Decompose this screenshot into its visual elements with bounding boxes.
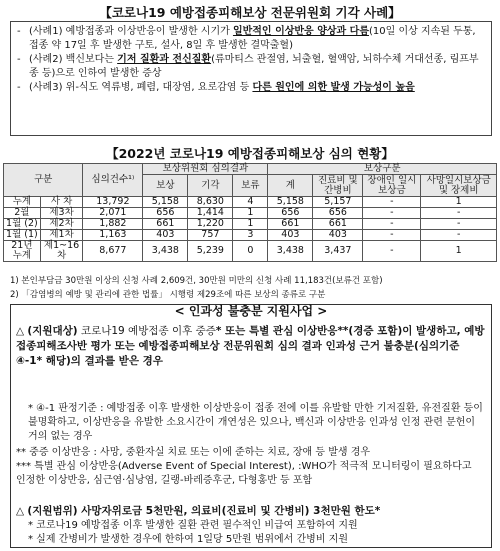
table-row <box>4 197 497 208</box>
triangle-icon: △ <box>16 325 25 337</box>
case-item-3 <box>17 81 485 95</box>
footnote-2: 2) 「감염병의 예방 및 관리에 관한 법률」 시행령 제29조에 따른 보상의 종류로 구분 <box>10 290 326 300</box>
cell-round: 제1차 <box>40 230 83 241</box>
cell-death: 1 <box>421 197 497 208</box>
support-target-label: (지원대상) <box>27 325 78 337</box>
cell-count: 8,677 <box>83 241 143 262</box>
scope-note-1: * 코로나19 예방접종 이후 발생한 질환 관련 필수적인 비급여 포함하여 지원 <box>28 520 358 531</box>
cell-count: 2,071 <box>83 208 143 219</box>
triangle-icon: △ <box>16 505 25 517</box>
table-row <box>4 208 497 219</box>
cell-gigak: 5,239 <box>188 241 233 262</box>
cell-boryu: 1 <box>233 208 268 219</box>
case-item-2 <box>17 53 485 81</box>
case-highlight: 다른 원인에 의한 발생 가능성이 높음 <box>252 82 415 93</box>
col-gigak: 기각 <box>188 175 233 197</box>
cell-jinryo: 3,437 <box>313 241 363 262</box>
cell-boryu: 3 <box>233 230 268 241</box>
cell-period: 2월 <box>4 208 41 219</box>
cell-period: 1월 (1) <box>4 230 41 241</box>
col-jinryo: 진료비 및 간병비 <box>313 175 363 197</box>
case-text: (사례2) 백신보다는 <box>29 54 118 65</box>
support-scope-text: 사망자위로금 5천만원, 의료비(진료비 및 간병비) 3천만원 한도* <box>77 505 381 517</box>
table-row <box>4 219 497 230</box>
table-row <box>4 230 497 241</box>
dismissal-cases-box <box>10 21 492 136</box>
cell-round: 사 차 <box>40 197 83 208</box>
cell-count: 13,792 <box>83 197 143 208</box>
note-special-interest-line2: 인정한 이상반응, 심근염·심낭염, 길랭-바레증후군, 다형홍반 등 포함 <box>16 475 313 486</box>
support-scope-label: (지원범위) <box>27 505 78 517</box>
cell-boryu: 0 <box>233 241 268 262</box>
cell-boryu: 1 <box>233 219 268 230</box>
cell-jinryo: 656 <box>313 208 363 219</box>
scope-note-2: * 실제 간병비가 발생한 경우에 한하여 1일당 5만원 범위에서 간병비 지원 <box>28 534 348 545</box>
table-row <box>4 241 497 262</box>
cell-jinryo: 5,157 <box>313 197 363 208</box>
support-target-section <box>16 324 486 369</box>
case-item-1 <box>17 25 485 53</box>
review-status-table <box>3 163 497 262</box>
support-scope-section <box>16 504 486 519</box>
cell-jinryo: 403 <box>313 230 363 241</box>
cell-period: 21년 누계 <box>4 241 41 262</box>
note-special-interest-line1: *** 특별 관심 이상반응(Adverse Event of Special Interest), :WHO가 적극적 모니터링이 필요하다고 <box>16 461 472 472</box>
cell-jangae: - <box>363 219 421 230</box>
cell-count: 1,163 <box>83 230 143 241</box>
cell-gigak: 8,630 <box>188 197 233 208</box>
note-special-interest <box>16 460 486 488</box>
col-group-committee: 보상위원회 심의결과 <box>143 164 268 175</box>
col-count: 심의건수¹⁾ <box>83 164 143 197</box>
cell-gye: 3,438 <box>268 241 313 262</box>
cell-period: 1월 (2) <box>4 219 41 230</box>
case-text: (사례1) 예방접종과 이상반응이 발생한 시기가 <box>29 26 233 37</box>
bullet-dash: - <box>17 82 21 93</box>
col-boryu: 보류 <box>233 175 268 197</box>
col-group-compensation: 보상구분 <box>268 164 497 175</box>
cell-round: 제1~16차 <box>40 241 83 262</box>
cell-period: 누계 <box>4 197 41 208</box>
col-gye: 계 <box>268 175 313 197</box>
cell-gye: 5,158 <box>268 197 313 208</box>
support-program-box <box>10 304 492 548</box>
note-criteria: * ④-1 판정기준 : 예방접종 이후 발생한 이상반응이 접종 전에 이를 유발할 만한 기저질환, 유전질환 등이 불명확하고, 이상반응을 유발한 소요시간이 개연성은 있으나, 백신과 이상반응 인과성 인정 관련 문헌이 거의 없는 경우 <box>28 403 483 442</box>
col-jangae: 장애인 일시보상금 <box>363 175 421 197</box>
cell-bosang: 3,438 <box>143 241 188 262</box>
cell-death: - <box>421 230 497 241</box>
bullet-dash: - <box>17 26 21 37</box>
heading-review-status: 【2022년 코로나19 예방접종피해보상 심의 현황】 <box>106 146 394 161</box>
cell-gigak: 757 <box>188 230 233 241</box>
cell-gye: 661 <box>268 219 313 230</box>
cell-jangae: - <box>363 197 421 208</box>
cell-death: - <box>421 208 497 219</box>
case-text: (10일 이상 지속된 두통, 접종 약 17일 후 발생한 구토, 설사, 8일 후 발생한 결막출혈) <box>29 26 476 51</box>
case-text: (사례3) 위-식도 역류병, 폐렴, 대장염, 요로감염 등 <box>29 82 253 93</box>
support-target-text: 코로나19 예방접종 이후 중증 <box>77 325 216 337</box>
support-program-title: < 인과성 불충분 지원사업 > <box>174 304 328 318</box>
cell-gye: 403 <box>268 230 313 241</box>
case-text: (류마티스 관절염, 뇌출혈, 혈액암, 뇌하수체 거대선종, 림프부종 등)으로 인하여 발생한 증상 <box>29 54 479 79</box>
cell-death: 1 <box>421 241 497 262</box>
col-gubun: 구분 <box>4 164 83 197</box>
cell-bosang: 403 <box>143 230 188 241</box>
heading-dismissal-cases: 【코로나19 예방접종피해보상 전문위원회 기각 사례】 <box>99 5 401 20</box>
support-target-text: * 해당)의 결과를 받은 경우 <box>36 355 163 367</box>
cell-jangae: - <box>363 230 421 241</box>
cell-gigak: 1,220 <box>188 219 233 230</box>
cell-round: 제3차 <box>40 208 83 219</box>
support-target-text: * 또는 특별 관심 이상반응 <box>215 325 338 337</box>
col-death: 사망일시보상금 및 장제비 <box>421 175 497 197</box>
cell-bosang: 5,158 <box>143 197 188 208</box>
cell-death: - <box>421 219 497 230</box>
bullet-dash: - <box>17 54 21 65</box>
cell-bosang: 656 <box>143 208 188 219</box>
cell-bosang: 661 <box>143 219 188 230</box>
case-highlight: 기저 질환과 전신질환 <box>117 54 212 65</box>
cell-gigak: 1,414 <box>188 208 233 219</box>
note-severe: ** 중증 이상반응 : 사망, 중환자실 치료 또는 이에 준하는 치료, 장애 등 발생 경우 <box>16 447 371 458</box>
cell-jinryo: 661 <box>313 219 363 230</box>
cell-gye: 656 <box>268 208 313 219</box>
case-highlight: 일반적인 이상반응 양상과 다름 <box>232 26 369 37</box>
cell-count: 1,882 <box>83 219 143 230</box>
cell-boryu: 4 <box>233 197 268 208</box>
cell-round: 제2차 <box>40 219 83 230</box>
cell-jangae: - <box>363 241 421 262</box>
cell-jangae: - <box>363 208 421 219</box>
footnote-1: 1) 본인부담금 30만원 이상의 신청 사례 2,609건, 30만원 미만의 신청 사례 11,183건(보류건 포함) <box>10 276 383 286</box>
support-target-text: **(경증 포함)이 발생하고, 예방접종피해조사반 평가 또는 예방접종피해보상 전문위원회 심의 결과 인과성 근거 불충분(심의기준 ④-1 <box>16 325 485 367</box>
col-bosang: 보상 <box>143 175 188 197</box>
